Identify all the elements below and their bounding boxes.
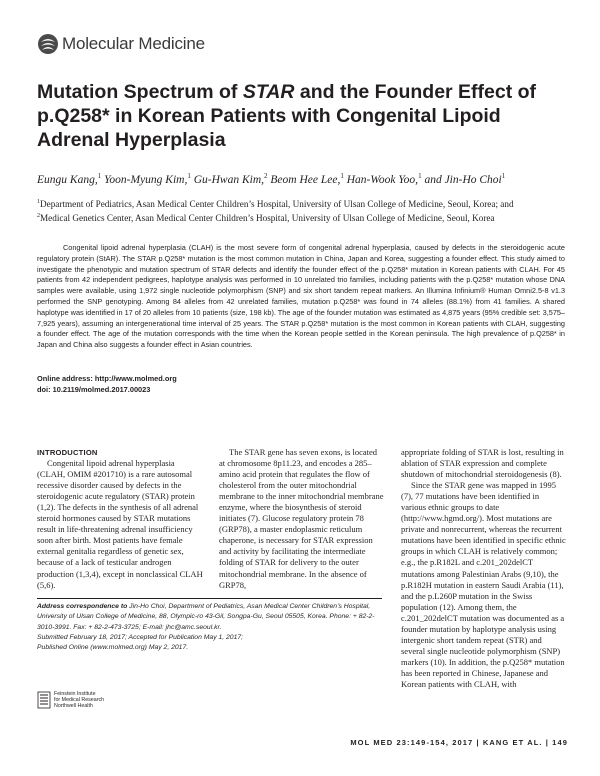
paragraph: Since the STAR gene was mapped in 1995 (7), 77 mutations have been identified in various ethnic groups to date (http://www.hgmd.org/). Most mutations are private and nonrecurrent, whereas the recurrent mutations have been identified in specific ethnic groups in which CLAH is relatively common; e.g., the p.R182L and c.201_202delCT mutations among Palestinian Arabs (9,10), the p.R182H mutation in eastern Saudi Arabia (11), and the p.L260P mutation in the Swiss population (12). Among them, the c.201_202delCT mutation was documented as a founder mutation by haplotype analysis using intergenic short tandem repeat (STR) and several single nucleotide polymorphism (SNP) markers (10). In addition, the p.Q258* mutation has been reported in Chinese, Japanese and Korean patients with CLAH, with [401, 480, 566, 689]
paragraph: appropriate folding of STAR is lost, resulting in ablation of STAR expression and complete shutdown of mitochondrial steroidogenesis (8). [401, 447, 564, 480]
journal-logo [37, 33, 205, 55]
body-column-3 [401, 447, 566, 690]
correspondence-text: Jin-Ho Choi, Department of Pediatrics, Asan Medical Center Children’s Hospital, University of Ulsan College of Medicine, 88, Olympic-ro 43-Gil, Songpa-Gu, Seoul 05505, Korea. Phone: + 82-2-3010-3991. Fax: + 82-2-473-3725; E-mail: jhc@amc.seoul.kr. [37, 603, 375, 631]
journal-name: Molecular Medicine [62, 34, 205, 53]
author: Eungu Kang,$^1$ [37, 172, 102, 186]
author: Yoon-Myung Kim,$^1$ [101, 172, 191, 186]
footnote-divider [37, 598, 382, 599]
page-footer: MOL MED 23:149-154, 2017 | KANG ET AL. | 149 [350, 738, 568, 747]
publication-date: Published Online (www.molmed.org) May 2, 2017. [37, 644, 189, 652]
journal-emblem-icon [37, 33, 59, 55]
paragraph: The STAR gene has seven exons, is located at chromosome 8p11.23, and encodes a 285–amino acid protein that regulates the flow of cholesterol from the outer mitochondrial membrane to the inner mitochondrial membrane enzyme, where the biosynthesis of steroid initiates (7). Glucose regulatory protein 78 (GRP78), a master endoplasmic reticulum chaperone, is necessary for STAR expression and activity by facilitating the intermediate folding of STAR for delivery to the outer mitochondrial membrane. In the absence of GRP78, [219, 447, 384, 590]
body-column-1 [37, 447, 204, 591]
affiliation-2: $^2$Medical Genetics Center, Asan Medical Center Children’s Hospital, University of Ulsan College of Medicine, Seoul, Korea [37, 213, 495, 224]
institute-logo [37, 691, 109, 709]
affiliations [37, 196, 582, 224]
submission-dates: Submitted February 18, 2017; Accepted for Publication May 1, 2017; [37, 633, 244, 641]
author-list [37, 172, 577, 186]
correspondence [37, 602, 382, 653]
author: Beom Hee Lee,$^1$ [267, 172, 344, 186]
affiliation-1: $^1$Department of Pediatrics, Asan Medical Center Children’s Hospital, University of Ulsan College of Medicine, Seoul, Korea; and [37, 199, 514, 210]
section-heading: INTRODUCTION [37, 448, 98, 457]
author: Han-Wook Yoo,$^1$ [343, 172, 422, 186]
institute-name: Feinstein Institute for Medical Research Northwell Health [54, 691, 105, 710]
correspondence-label: Address correspondence to [37, 603, 128, 610]
author: Gu-Hwan Kim,$^2$ [190, 172, 268, 186]
abstract: Congenital lipoid adrenal hyperplasia (CLAH) is the most severe form of congenital adrenal hyperplasia, caused by defects in the steroidogenic acute regulatory protein (StAR). The STAR p.Q258* mutation is the most common mutation in China, Japan and Korea, suggesting a founder effect. This study aimed to investigate the phenotypic and mutation spectrum of STAR defects and identify the founder effect of the p.Q258* mutation in Korean patients with CLAH. For 45 patients from 42 independent pedigrees, haplotype analysis was performed in 10 unrelated trio families, including patients with the p.Q258* mutation whose DNA samples were available, using 1,972 single nucleotide polymorphism (SNP) and six short tandem repeat markers. An Illumina Infinium® Human Omni2.5-8 v1.3 performed the SNP genotyping. Among 84 alleles from 42 unrelated families, mutation p.Q258* was found in 74 alleles (88.1%) from 41 families. A shared haplotype was identified in 17 of 20 alleles from 10 patients (size, 198 kb). The age of the founder mutation was estimated as 4,875 years (95% credible set: 3,575–7,925 years), assuming an intergenerational time interval of 25 years. The STAR p.Q258* mutation is the most common in Korean patients with CLAH, suggesting a founder effect. The age of the mutation corresponds with the time when the Korean people settled in the Korean peninsula. The high prevalence of p.Q258* in Japan and China also suggests a founder effect in Asian countries. [37, 243, 565, 350]
body-column-2 [219, 447, 385, 591]
author: and Jin-Ho Choi$^1$ [421, 172, 506, 186]
institute-emblem-icon [37, 691, 51, 709]
online-address: Online address: http://www.molmed.org [37, 374, 177, 383]
doi: doi: 10.2119/molmed.2017.00023 [37, 385, 151, 394]
paragraph: Congenital lipoid adrenal hyperplasia (CLAH, OMIM #201710) is a rare autosomal recessive disorder caused by defects in the steroidogenic acute regulatory (STAR) protein (1,2). The defects in the synthesis of all adrenal steroid hormones caused by STAR mutations result in life-threatening adrenal insufficiency soon after birth. Most patients have female external genitalia regardless of genetic sex, because of a lack of testicular androgen production (1,3,4), except in nonclassical CLAH (5,6). [37, 458, 203, 590]
article-title: Mutation Spectrum of STAR and the Founder Effect of p.Q258* in Korean Patients with Congenital Lipoid Adrenal Hyperplasia [37, 81, 537, 151]
